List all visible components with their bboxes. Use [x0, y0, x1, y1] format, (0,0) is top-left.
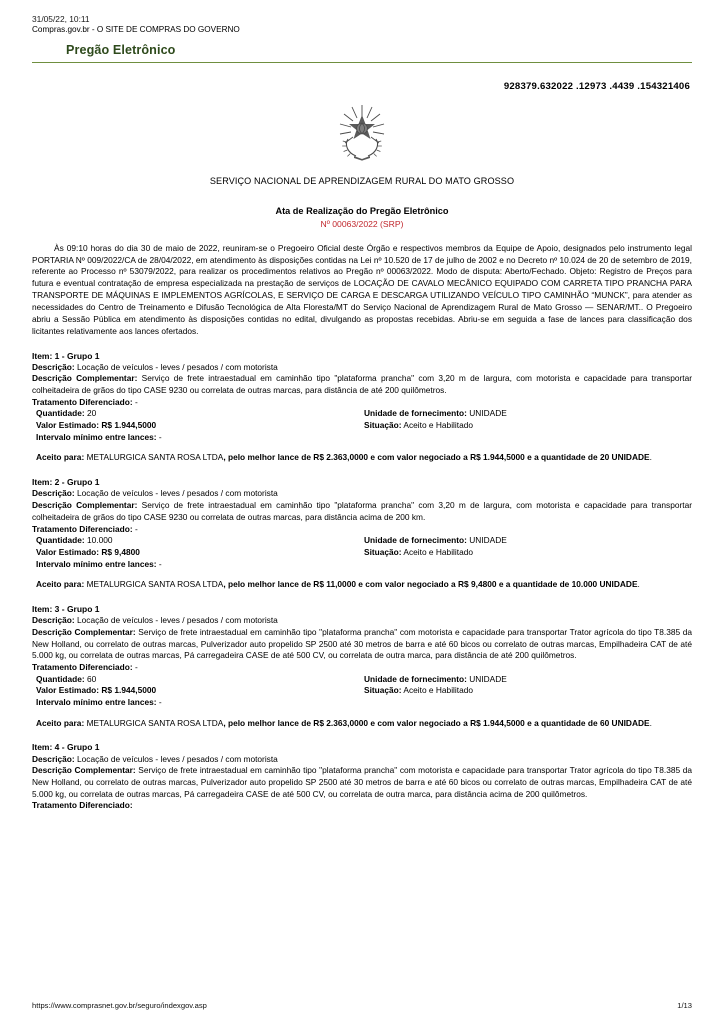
value-tratamento: -	[134, 523, 138, 534]
accepted-unit: UNIDADE	[611, 717, 650, 728]
label-intervalo: Intervalo mínimo entre lances:	[36, 431, 157, 442]
item-situacao-row	[364, 685, 692, 697]
item-descricao-complementar-row	[32, 500, 692, 523]
item-unidade-row	[364, 674, 692, 686]
accepted-text-3: e a quantidade de	[524, 717, 600, 728]
label-situacao: Situação:	[364, 546, 402, 557]
item-detail-grid	[32, 408, 692, 420]
accepted-negotiated-value: R$ 1.944,5000	[470, 452, 525, 463]
label-situacao: Situação:	[364, 685, 402, 696]
label-valor-estimado: Valor Estimado:	[36, 546, 100, 557]
item-tratamento-row	[32, 524, 692, 536]
accepted-best-bid: R$ 2.363,0000	[313, 452, 369, 463]
value-tratamento: -	[134, 396, 138, 407]
label-descricao: Descrição:	[32, 753, 75, 764]
item-detail-grid-2	[32, 547, 692, 559]
item-block	[32, 742, 692, 812]
label-tratamento: Tratamento Diferenciado:	[32, 661, 133, 672]
preamble-text: Às 09:10 horas do dia 30 de maio de 2022, reuniram-se o Pregoeiro Oficial deste Órgão e respectivos membros da Equipe de Apoio, designados pelo instrumento legal PORTARIA Nº 009/2022/CA de 28/04/2022, em atendimento às disposições contidas na Lei nº 10.520 de 17 de julho de 2002 e no Decreto nº 10.024 de 20 de setembro de 2019, referente ao Processo nº 53079/2022, para realizar os procedimentos relativos ao Pregão nº 00063/2022. Modo de disputa: Aberto/Fechado. Objeto: Registro de Preços para futura e eventual contratação de empresa especializada na prestação de serviços de LOCAÇÃO DE CAVALO MECÂNICO EQUIPADO COM CARRETA TIPO PRANCHA PARA TRANSPORTE DE MÁQUINAS E IMPLEMENTOS AGRÍCOLAS, E SERVIÇO DE CARGA E DESCARGA UTILIZANDO VEÍCULO TIPO CAMINHÃO “MUNCK”, para atender as necessidades do Centro de Treinamento e Difusão Tecnológica de Alta Floresta/MT do Serviço Nacional de Aprendizagem Rural de Mato Grosso — SENAR/MT.. O Pregoeiro abriu a Sessão Pública em atendimento às disposições contidas no edital, divulgando as propostas recebidas. Abriu-se em seguida a fase de lances para classificação dos licitantes relativamente aos lances ofertados.	[32, 242, 692, 336]
value-quantidade: 20	[87, 408, 97, 419]
accepted-text-1: , pelo melhor lance de	[223, 717, 314, 728]
label-descricao-complementar: Descrição Complementar:	[32, 373, 138, 384]
value-descricao: Locação de veículos - leves / pesados / com motorista	[77, 361, 278, 372]
item-intervalo-row	[32, 559, 692, 571]
page-footer	[32, 1001, 692, 1011]
item-situacao-row	[364, 420, 692, 432]
item-quantidade-row	[36, 674, 364, 686]
accepted-negotiated-value: R$ 9,4800	[458, 579, 497, 590]
item-valor-row	[36, 685, 364, 697]
value-descricao-complementar: Serviço de frete intraestadual em caminhão tipo "plataforma prancha" com motorista e capacidade para transportar Trator agrícola do tipo T8.385 da New Holland, ou correlato de outras marcas, Pulverizador auto propelido SP 2500 até 30 metros de barra e até 60 bicos ou correlato de outras marcas, Empilhadeira CAT de até 5.000 kg, ou correlata de outras marcas, Pá carregadeira CASE de até 500 CV, ou correlata de outra marca, para distância acima de 200 quilômetros.	[32, 765, 692, 799]
ata-title: Ata de Realização do Pregão Eletrônico	[275, 206, 449, 217]
accepted-quantity: 60	[599, 717, 610, 728]
label-descricao-complementar: Descrição Complementar:	[32, 765, 136, 776]
accepted-negotiated-value: R$ 1.944,5000	[470, 717, 525, 728]
item-block	[32, 477, 692, 591]
brand-band	[32, 42, 692, 63]
item-intervalo-row	[32, 432, 692, 444]
ata-number: Nº 00063/2022 (SRP)	[320, 219, 404, 230]
label-quantidade: Quantidade:	[36, 535, 85, 546]
item-block	[32, 604, 692, 729]
accepted-unit: UNIDADE	[599, 579, 638, 590]
item-tratamento-row	[32, 800, 692, 812]
footer-url: https://www.comprasnet.gov.br/seguro/indexgov.asp	[32, 1000, 207, 1010]
item-title: Item: 3 - Grupo 1	[32, 604, 100, 615]
item-descricao-complementar-row	[32, 627, 692, 662]
label-intervalo: Intervalo mínimo entre lances:	[36, 696, 157, 707]
accepted-text-2: e com valor negociado a	[368, 452, 471, 463]
value-situacao: Aceito e Habilitado	[403, 546, 473, 557]
item-unidade-row	[364, 535, 692, 547]
accepted-text-3: e a quantidade de	[524, 452, 600, 463]
item-accepted-row	[32, 452, 692, 464]
accepted-company: METALURGICA SANTA ROSA LTDA	[86, 452, 224, 463]
brazil-coat-of-arms-icon	[334, 101, 390, 165]
item-title: Item: 1 - Grupo 1	[32, 350, 100, 361]
item-valor-row	[36, 547, 364, 559]
value-quantidade: 10.000	[87, 535, 113, 546]
value-descricao-complementar: Serviço de frete intraestadual em caminhão tipo "plataforma prancha" com motorista e capacidade para transportar Trator agrícola do tipo T8.385 da New Holland, ou correlato de outras marcas, Pulverizador auto propelido SP 2500 até 30 metros de barra e até 60 bicos ou correlato de outras marcas, Empilhadeira CAT de até 5.000 kg, ou correlata de outras marcas, Pá carregadeira CASE de até 500 CV, ou correlata de outra marca, para distância de até 200 quilômetros.	[32, 626, 692, 661]
accepted-final: .	[649, 717, 652, 728]
label-tratamento: Tratamento Diferenciado:	[32, 800, 133, 811]
document-number: 928379.632022 .12973 .4439 .154321406	[503, 80, 690, 92]
accepted-text-1: , pelo melhor lance de	[223, 452, 314, 463]
label-situacao: Situação:	[364, 420, 402, 431]
label-valor-estimado: Valor Estimado:	[36, 420, 100, 431]
label-descricao: Descrição:	[32, 361, 75, 372]
label-unidade-fornecimento: Unidade de fornecimento:	[364, 535, 467, 546]
label-aceito-para: Aceito para:	[36, 717, 85, 728]
value-intervalo: -	[158, 431, 162, 442]
value-valor-estimado: R$ 9,4800	[101, 546, 140, 557]
page-title: Pregão Eletrônico	[66, 43, 176, 57]
item-quantidade-row	[36, 535, 364, 547]
label-tratamento: Tratamento Diferenciado:	[32, 396, 133, 407]
label-descricao-complementar: Descrição Complementar:	[32, 500, 138, 511]
value-valor-estimado: R$ 1.944,5000	[101, 420, 157, 431]
value-descricao: Locação de veículos - leves / pesados / com motorista	[77, 615, 278, 626]
label-unidade-fornecimento: Unidade de fornecimento:	[364, 673, 467, 684]
item-detail-grid-2	[32, 685, 692, 697]
header-row	[32, 14, 692, 25]
label-quantidade: Quantidade:	[36, 673, 85, 684]
label-valor-estimado: Valor Estimado:	[36, 685, 100, 696]
page-header	[32, 14, 692, 35]
label-descricao-complementar: Descrição Complementar:	[32, 626, 136, 637]
accepted-final: .	[637, 579, 640, 590]
value-tratamento: -	[134, 661, 138, 672]
label-descricao: Descrição:	[32, 488, 75, 499]
item-descricao-row	[32, 488, 692, 500]
accepted-text-2: e com valor negociado a	[368, 717, 471, 728]
label-aceito-para: Aceito para:	[36, 452, 85, 463]
accepted-quantity: 20	[599, 452, 610, 463]
item-detail-grid	[32, 674, 692, 686]
item-intervalo-row	[32, 697, 692, 709]
label-tratamento: Tratamento Diferenciado:	[32, 523, 133, 534]
value-unidade-fornecimento: UNIDADE	[469, 535, 507, 546]
item-situacao-row	[364, 547, 692, 559]
value-descricao-complementar: Serviço de frete intraestadual em caminhão tipo "plataforma prancha" com 3,20 m de largura, com motorista e capacidade para transportar colheitadeira de grãos do tipo CASE 9230 ou correlata de outras marcas, para distância de até 200 quilômetros.	[32, 373, 692, 396]
accepted-company: METALURGICA SANTA ROSA LTDA	[86, 579, 224, 590]
item-accepted-row	[32, 718, 692, 730]
accepted-unit: UNIDADE	[611, 452, 650, 463]
item-valor-row	[36, 420, 364, 432]
value-unidade-fornecimento: UNIDADE	[469, 408, 507, 419]
item-unidade-row	[364, 408, 692, 420]
accepted-text-2: e com valor negociado a	[355, 579, 458, 590]
value-descricao: Locação de veículos - leves / pesados / com motorista	[77, 488, 278, 499]
value-quantidade: 60	[87, 673, 97, 684]
item-descricao-complementar-row	[32, 765, 692, 800]
item-title: Item: 4 - Grupo 1	[32, 742, 100, 753]
label-intervalo: Intervalo mínimo entre lances:	[36, 558, 157, 569]
item-descricao-row	[32, 754, 692, 766]
item-descricao-row	[32, 362, 692, 374]
item-accepted-row	[32, 579, 692, 591]
value-situacao: Aceito e Habilitado	[403, 685, 473, 696]
item-tratamento-row	[32, 397, 692, 409]
value-unidade-fornecimento: UNIDADE	[469, 673, 507, 684]
item-descricao-complementar-row	[32, 373, 692, 396]
print-date: 31/05/22, 10:11	[32, 14, 90, 24]
value-descricao-complementar: Serviço de frete intraestadual em caminhão tipo "plataforma prancha" com 3,20 m de largura, com motorista e capacidade para transportar colheitadeira de grãos do tipo CASE 9230 ou correlata de outras marcas, para distância acima de 200 km.	[32, 500, 692, 522]
value-situacao: Aceito e Habilitado	[403, 420, 473, 431]
accepted-text-3: e a quantidade de	[496, 579, 572, 590]
value-intervalo: -	[158, 696, 162, 707]
item-block	[32, 351, 692, 465]
value-valor-estimado: R$ 1.944,5000	[101, 685, 157, 696]
label-quantidade: Quantidade:	[36, 408, 85, 419]
item-descricao-row	[32, 615, 692, 627]
accepted-best-bid: R$ 2.363,0000	[313, 717, 369, 728]
footer-page-number: 1/13	[677, 1000, 692, 1010]
item-tratamento-row	[32, 662, 692, 674]
value-intervalo: -	[158, 558, 162, 569]
item-detail-grid-2	[32, 420, 692, 432]
value-descricao: Locação de veículos - leves / pesados / com motorista	[77, 753, 278, 764]
item-title: Item: 2 - Grupo 1	[32, 477, 100, 488]
accepted-text-1: , pelo melhor lance de	[223, 579, 314, 590]
accepted-best-bid: R$ 11,0000	[313, 579, 356, 590]
label-descricao: Descrição:	[32, 615, 75, 626]
site-title: Compras.gov.br - O SITE DE COMPRAS DO GOVERNO	[32, 25, 240, 35]
accepted-final: .	[649, 452, 652, 463]
item-detail-grid	[32, 535, 692, 547]
organization-name: SERVIÇO NACIONAL DE APRENDIZAGEM RURAL DO MATO GROSSO	[209, 176, 515, 187]
coat-of-arms-container	[32, 101, 692, 163]
label-unidade-fornecimento: Unidade de fornecimento:	[364, 408, 467, 419]
accepted-quantity: 10.000	[571, 579, 598, 590]
label-aceito-para: Aceito para:	[36, 579, 85, 590]
accepted-company: METALURGICA SANTA ROSA LTDA	[86, 717, 224, 728]
item-quantidade-row	[36, 408, 364, 420]
